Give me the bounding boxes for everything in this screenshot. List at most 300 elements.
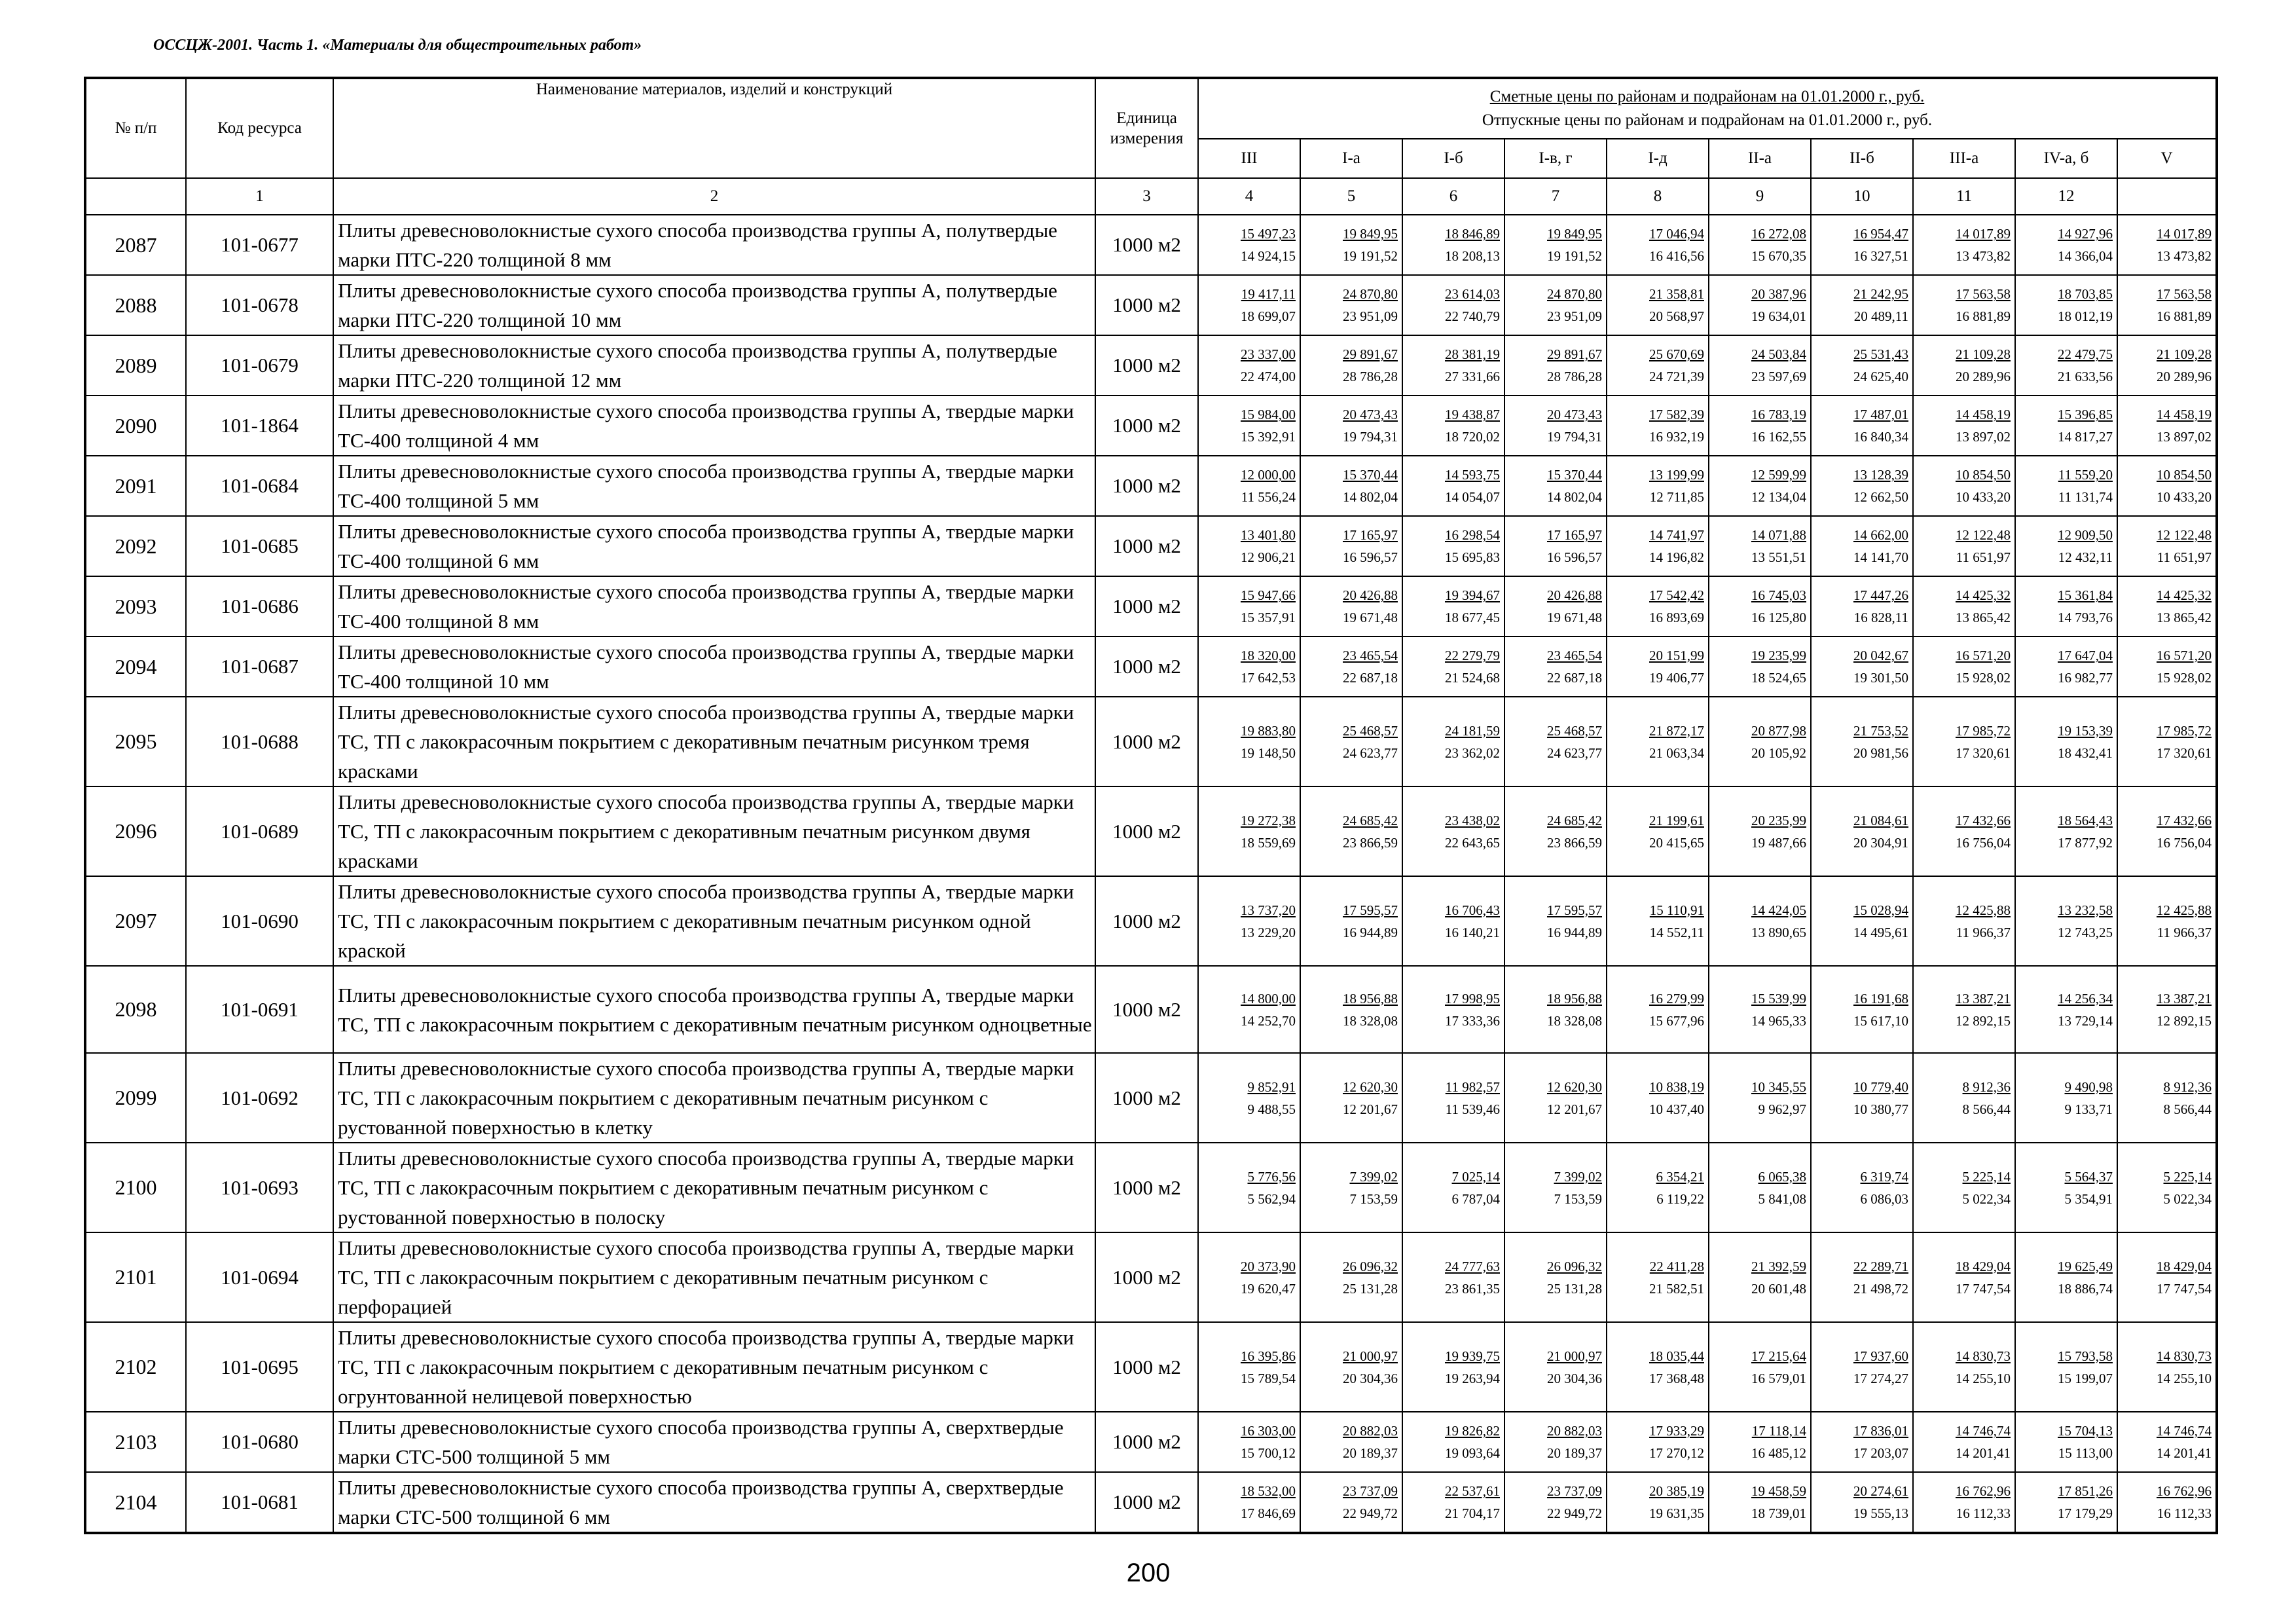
release-price: 6 119,22 [1656, 1190, 1704, 1207]
price-cell [1709, 396, 1811, 456]
header-unit: Единица измерения [1095, 78, 1198, 178]
price-cell [1300, 516, 1402, 576]
release-price: 14 252,70 [1241, 1012, 1296, 1029]
estimate-price: 25 670,69 [1649, 346, 1704, 362]
price-cell [2015, 1472, 2117, 1533]
price-cell [1811, 1232, 1913, 1322]
price-cell [1504, 215, 1607, 275]
release-price: 12 201,67 [1547, 1101, 1602, 1117]
price-cell [1607, 275, 1709, 335]
price-cell [2015, 275, 2117, 335]
price-cell [1198, 576, 1300, 637]
release-price: 16 416,56 [1649, 248, 1704, 264]
estimate-price: 17 487,01 [1853, 407, 1908, 422]
estimate-price: 6 354,21 [1656, 1168, 1704, 1185]
release-price: 13 897,02 [1956, 429, 2011, 445]
release-price: 20 189,37 [1343, 1445, 1398, 1461]
price-cell [1198, 1412, 1300, 1472]
header-name: Наименование материалов, изделий и конструкций [333, 78, 1095, 178]
unit: 1000 м2 [1095, 215, 1198, 275]
estimate-price: 16 395,86 [1241, 1348, 1296, 1364]
release-price: 13 473,82 [2157, 248, 2212, 264]
estimate-price: 20 473,43 [1547, 407, 1602, 422]
release-price: 28 786,28 [1343, 369, 1398, 384]
estimate-price: 10 779,40 [1853, 1079, 1908, 1095]
row-number: 2099 [85, 1053, 186, 1143]
price-cell [1504, 1472, 1607, 1533]
estimate-price: 14 017,89 [2157, 226, 2212, 242]
price-cell [1504, 396, 1607, 456]
estimate-price: 20 473,43 [1343, 407, 1398, 422]
release-price: 7 153,59 [1554, 1190, 1602, 1207]
release-price: 10 433,20 [2157, 489, 2212, 505]
estimate-price: 10 345,55 [1751, 1079, 1806, 1095]
release-price: 14 255,10 [2157, 1370, 2212, 1386]
price-cell [1607, 215, 1709, 275]
estimate-price: 24 503,84 [1751, 346, 1806, 362]
price-cell [2015, 786, 2117, 876]
price-cell [1402, 697, 1504, 786]
price-cell [1198, 1322, 1300, 1412]
header-prices-subtitle: Отпускные цены по районам и подрайонам на 01.01.2000 г., руб. [1482, 111, 1933, 129]
release-price: 11 651,97 [2157, 549, 2212, 565]
estimate-price: 21 242,95 [1853, 286, 1908, 302]
column-number: 9 [1709, 178, 1811, 215]
price-cell [2117, 275, 2217, 335]
price-cell [2117, 335, 2217, 396]
price-cell [1504, 966, 1607, 1053]
estimate-price: 19 458,59 [1751, 1483, 1806, 1499]
estimate-price: 15 704,13 [2058, 1423, 2113, 1439]
estimate-price: 18 956,88 [1547, 990, 1602, 1006]
price-table [84, 77, 2218, 1534]
release-price: 18 012,19 [2058, 308, 2113, 324]
estimate-price: 16 191,68 [1853, 990, 1908, 1006]
estimate-price: 19 153,39 [2058, 722, 2113, 739]
price-cell [1300, 215, 1402, 275]
header-region: IV-а, б [2015, 139, 2117, 178]
price-cell [1913, 516, 2015, 576]
release-price: 17 320,61 [2157, 745, 2212, 761]
resource-code: 101-0689 [186, 786, 333, 876]
release-price: 14 793,76 [2058, 610, 2113, 625]
price-cell [1607, 1053, 1709, 1143]
release-price: 25 131,28 [1547, 1280, 1602, 1297]
resource-code: 101-0686 [186, 576, 333, 637]
estimate-price: 19 849,95 [1547, 226, 1602, 242]
estimate-price: 23 737,09 [1547, 1483, 1602, 1499]
release-price: 11 966,37 [1956, 924, 2011, 940]
release-price: 5 562,94 [1247, 1190, 1296, 1207]
unit: 1000 м2 [1095, 637, 1198, 697]
price-cell [1402, 1412, 1504, 1472]
release-price: 19 620,47 [1241, 1280, 1296, 1297]
price-cell [1300, 697, 1402, 786]
release-price: 19 406,77 [1649, 670, 1704, 686]
estimate-price: 11 982,57 [1445, 1079, 1500, 1095]
estimate-price: 5 225,14 [1962, 1168, 2011, 1185]
release-price: 19 093,64 [1445, 1445, 1500, 1461]
price-cell [1913, 335, 2015, 396]
price-cell [1300, 396, 1402, 456]
material-name: Плиты древесноволокнистые сухого способа производства группы А, твердые марки ТС-400 толщиной 5 мм [333, 456, 1095, 516]
price-cell [2117, 966, 2217, 1053]
estimate-price: 14 425,32 [2157, 587, 2212, 603]
estimate-price: 21 109,28 [2157, 346, 2212, 362]
estimate-price: 20 385,19 [1649, 1483, 1704, 1499]
estimate-price: 21 872,17 [1649, 722, 1704, 739]
release-price: 10 380,77 [1853, 1101, 1908, 1117]
estimate-price: 14 425,32 [1956, 587, 2011, 603]
column-number: 10 [1811, 178, 1913, 215]
estimate-price: 25 531,43 [1853, 346, 1908, 362]
estimate-price: 15 984,00 [1241, 407, 1296, 422]
price-cell [1607, 1412, 1709, 1472]
price-cell [1913, 1232, 2015, 1322]
release-price: 23 951,09 [1343, 308, 1398, 324]
release-price: 9 133,71 [2064, 1101, 2113, 1117]
release-price: 17 203,07 [1853, 1445, 1908, 1461]
release-price: 13 890,65 [1751, 924, 1806, 940]
estimate-price: 18 846,89 [1445, 226, 1500, 242]
estimate-price: 10 854,50 [1956, 467, 2011, 483]
unit: 1000 м2 [1095, 1472, 1198, 1533]
estimate-price: 19 883,80 [1241, 722, 1296, 739]
price-cell [1300, 876, 1402, 966]
estimate-price: 29 891,67 [1343, 346, 1398, 362]
release-price: 20 289,96 [1956, 369, 2011, 384]
estimate-price: 8 912,36 [1962, 1079, 2011, 1095]
release-price: 13 897,02 [2157, 429, 2212, 445]
price-cell [1709, 576, 1811, 637]
estimate-price: 6 319,74 [1860, 1168, 1908, 1185]
release-price: 13 551,51 [1751, 549, 1806, 565]
table-row [85, 576, 2217, 637]
release-price: 15 677,96 [1649, 1012, 1704, 1029]
price-cell [1913, 215, 2015, 275]
release-price: 14 552,11 [1649, 924, 1704, 940]
row-number: 2100 [85, 1143, 186, 1232]
price-cell [1913, 1412, 2015, 1472]
release-price: 13 473,82 [1956, 248, 2011, 264]
release-price: 14 141,70 [1853, 549, 1908, 565]
header-region: I-а [1300, 139, 1402, 178]
estimate-price: 14 746,74 [2157, 1423, 2212, 1439]
price-cell [1300, 1143, 1402, 1232]
release-price: 8 566,44 [2163, 1101, 2212, 1117]
price-cell [1402, 1322, 1504, 1412]
price-cell [1811, 1412, 1913, 1472]
estimate-price: 20 274,61 [1853, 1483, 1908, 1499]
estimate-price: 5 776,56 [1247, 1168, 1296, 1185]
estimate-price: 22 411,28 [1649, 1258, 1704, 1274]
estimate-price: 11 559,20 [2058, 467, 2113, 483]
price-cell [1811, 456, 1913, 516]
estimate-price: 12 909,50 [2058, 527, 2113, 543]
price-cell [1913, 576, 2015, 637]
estimate-price: 7 399,02 [1349, 1168, 1398, 1185]
release-price: 16 982,77 [2058, 670, 2113, 686]
material-name: Плиты древесноволокнистые сухого способа производства группы А, сверхтвердые марки СТС-500 толщиной 5 мм [333, 1412, 1095, 1472]
estimate-price: 8 912,36 [2163, 1079, 2212, 1095]
material-name: Плиты древесноволокнистые сухого способа производства группы А, твердые марки ТС, ТП с лакокрасочным покрытием с декоративным печатным рисунком одноцветные [333, 966, 1095, 1053]
estimate-price: 19 438,87 [1445, 407, 1500, 422]
estimate-price: 16 298,54 [1445, 527, 1500, 543]
release-price: 22 643,65 [1445, 834, 1500, 851]
price-cell [1300, 1232, 1402, 1322]
estimate-price: 12 620,30 [1547, 1079, 1602, 1095]
price-cell [1198, 786, 1300, 876]
release-price: 19 301,50 [1853, 670, 1908, 686]
release-price: 13 229,20 [1241, 924, 1296, 940]
price-cell [1709, 275, 1811, 335]
estimate-price: 21 199,61 [1649, 812, 1704, 828]
release-price: 19 191,52 [1547, 248, 1602, 264]
price-cell [1198, 275, 1300, 335]
release-price: 6 086,03 [1860, 1190, 1908, 1207]
release-price: 23 866,59 [1343, 834, 1398, 851]
price-cell [1709, 1053, 1811, 1143]
estimate-price: 23 737,09 [1343, 1483, 1398, 1499]
release-price: 13 729,14 [2058, 1012, 2113, 1029]
estimate-price: 12 122,48 [1956, 527, 2011, 543]
resource-code: 101-0687 [186, 637, 333, 697]
unit: 1000 м2 [1095, 516, 1198, 576]
release-price: 22 474,00 [1241, 369, 1296, 384]
release-price: 16 112,33 [2157, 1505, 2212, 1521]
release-price: 20 304,91 [1853, 834, 1908, 851]
price-cell [1300, 1322, 1402, 1412]
release-price: 14 495,61 [1853, 924, 1908, 940]
release-price: 6 787,04 [1451, 1190, 1500, 1207]
release-price: 16 112,33 [1956, 1505, 2011, 1521]
estimate-price: 16 571,20 [2157, 648, 2212, 663]
estimate-price: 16 279,99 [1649, 990, 1704, 1006]
price-cell [1913, 275, 2015, 335]
estimate-price: 24 870,80 [1343, 286, 1398, 302]
price-cell [2015, 1412, 2117, 1472]
row-number: 2089 [85, 335, 186, 396]
price-cell [2117, 1412, 2217, 1472]
estimate-price: 17 937,60 [1853, 1348, 1908, 1364]
release-price: 9 488,55 [1247, 1101, 1296, 1117]
estimate-price: 17 595,57 [1547, 902, 1602, 918]
release-price: 16 893,69 [1649, 610, 1704, 625]
table-row [85, 1322, 2217, 1412]
material-name: Плиты древесноволокнистые сухого способа производства группы А, полутвердые марки ПТС-220 толщиной 8 мм [333, 215, 1095, 275]
release-price: 18 739,01 [1751, 1505, 1806, 1521]
release-price: 5 841,08 [1758, 1190, 1806, 1207]
price-cell [1198, 516, 1300, 576]
release-price: 15 695,83 [1445, 549, 1500, 565]
release-price: 22 687,18 [1343, 670, 1398, 686]
price-cell [1198, 966, 1300, 1053]
price-cell [1709, 966, 1811, 1053]
header-num: № п/п [85, 78, 186, 178]
price-cell [2117, 1232, 2217, 1322]
price-cell [2117, 1143, 2217, 1232]
estimate-price: 13 199,99 [1649, 467, 1704, 483]
estimate-price: 10 854,50 [2157, 467, 2212, 483]
release-price: 20 568,97 [1649, 308, 1704, 324]
estimate-price: 14 830,73 [2157, 1348, 2212, 1364]
estimate-price: 12 122,48 [2157, 527, 2212, 543]
column-number: 8 [1607, 178, 1709, 215]
estimate-price: 24 777,63 [1445, 1258, 1500, 1274]
estimate-price: 26 096,32 [1547, 1258, 1602, 1274]
price-cell [2015, 456, 2117, 516]
header-region: II-а [1709, 139, 1811, 178]
row-number: 2090 [85, 396, 186, 456]
release-price: 20 489,11 [1853, 308, 1908, 324]
estimate-price: 23 438,02 [1445, 812, 1500, 828]
price-cell [1811, 637, 1913, 697]
estimate-price: 17 595,57 [1343, 902, 1398, 918]
price-cell [1300, 335, 1402, 396]
release-price: 16 756,04 [2157, 834, 2212, 851]
resource-code: 101-0694 [186, 1232, 333, 1322]
estimate-price: 14 256,34 [2058, 990, 2113, 1006]
price-cell [2117, 697, 2217, 786]
price-cell [2117, 215, 2217, 275]
unit: 1000 м2 [1095, 1053, 1198, 1143]
unit: 1000 м2 [1095, 1232, 1198, 1322]
table-row [85, 786, 2217, 876]
price-cell [1300, 966, 1402, 1053]
estimate-price: 16 762,96 [2157, 1483, 2212, 1499]
price-cell [1402, 1143, 1504, 1232]
price-cell [2117, 1053, 2217, 1143]
release-price: 22 949,72 [1343, 1505, 1398, 1521]
release-price: 16 327,51 [1853, 248, 1908, 264]
column-number: 12 [2015, 178, 2117, 215]
release-price: 14 366,04 [2058, 248, 2113, 264]
price-cell [2117, 456, 2217, 516]
price-cell [1402, 637, 1504, 697]
estimate-price: 18 532,00 [1241, 1483, 1296, 1499]
estimate-price: 16 272,08 [1751, 226, 1806, 242]
release-price: 16 485,12 [1751, 1445, 1806, 1461]
unit: 1000 м2 [1095, 876, 1198, 966]
price-cell [1300, 786, 1402, 876]
price-cell [1402, 1232, 1504, 1322]
release-price: 24 625,40 [1853, 369, 1908, 384]
price-cell [1913, 1053, 2015, 1143]
estimate-price: 17 046,94 [1649, 226, 1704, 242]
price-cell [1607, 1232, 1709, 1322]
header-region: I-б [1402, 139, 1504, 178]
estimate-price: 17 851,26 [2058, 1483, 2113, 1499]
row-number: 2087 [85, 215, 186, 275]
release-price: 19 148,50 [1241, 745, 1296, 761]
release-price: 23 951,09 [1547, 308, 1602, 324]
estimate-price: 17 432,66 [1956, 812, 2011, 828]
release-price: 23 866,59 [1547, 834, 1602, 851]
resource-code: 101-0678 [186, 275, 333, 335]
release-price: 9 962,97 [1758, 1101, 1806, 1117]
price-cell [2015, 1143, 2117, 1232]
price-cell [1709, 215, 1811, 275]
release-price: 16 579,01 [1751, 1370, 1806, 1386]
price-cell [1300, 275, 1402, 335]
table-row [85, 637, 2217, 697]
estimate-price: 7 399,02 [1554, 1168, 1602, 1185]
release-price: 14 196,82 [1649, 549, 1704, 565]
price-cell [1913, 1143, 2015, 1232]
price-cell [1709, 1412, 1811, 1472]
price-cell [2117, 576, 2217, 637]
release-price: 15 789,54 [1241, 1370, 1296, 1386]
estimate-price: 15 793,58 [2058, 1348, 2113, 1364]
row-number: 2095 [85, 697, 186, 786]
release-price: 18 328,08 [1547, 1012, 1602, 1029]
release-price: 22 949,72 [1547, 1505, 1602, 1521]
price-cell [1198, 876, 1300, 966]
release-price: 20 304,36 [1547, 1370, 1602, 1386]
price-cell [2015, 335, 2117, 396]
release-price: 14 965,33 [1751, 1012, 1806, 1029]
unit: 1000 м2 [1095, 1412, 1198, 1472]
material-name: Плиты древесноволокнистые сухого способа производства группы А, твердые марки ТС-400 толщиной 6 мм [333, 516, 1095, 576]
material-name: Плиты древесноволокнистые сухого способа производства группы А, твердые марки ТС-400 толщиной 8 мм [333, 576, 1095, 637]
price-cell [1198, 1143, 1300, 1232]
row-number: 2097 [85, 876, 186, 966]
material-name: Плиты древесноволокнистые сухого способа производства группы А, твердые марки ТС, ТП с лакокрасочным покрытием с декоративным печатным рисунком с рустованной поверхностью в полоску [333, 1143, 1095, 1232]
price-cell [1607, 456, 1709, 516]
release-price: 12 201,67 [1343, 1101, 1398, 1117]
release-price: 15 700,12 [1241, 1445, 1296, 1461]
price-cell [1913, 396, 2015, 456]
estimate-price: 25 468,57 [1547, 722, 1602, 739]
unit: 1000 м2 [1095, 275, 1198, 335]
price-cell [1607, 576, 1709, 637]
estimate-price: 17 647,04 [2058, 648, 2113, 663]
release-price: 17 642,53 [1241, 670, 1296, 686]
header-region: III-а [1913, 139, 2015, 178]
release-price: 20 289,96 [2157, 369, 2212, 384]
release-price: 18 208,13 [1445, 248, 1500, 264]
estimate-price: 23 614,03 [1445, 286, 1500, 302]
release-price: 19 487,66 [1751, 834, 1806, 851]
estimate-price: 14 593,75 [1445, 467, 1500, 483]
column-number: 7 [1504, 178, 1607, 215]
release-price: 16 140,21 [1445, 924, 1500, 940]
release-price: 25 131,28 [1343, 1280, 1398, 1297]
estimate-price: 14 927,96 [2058, 226, 2113, 242]
release-price: 16 756,04 [1956, 834, 2011, 851]
price-cell [1402, 275, 1504, 335]
header-region: I-в, г [1504, 139, 1607, 178]
release-price: 13 865,42 [2157, 610, 2212, 625]
estimate-price: 14 458,19 [2157, 407, 2212, 422]
header-region: I-д [1607, 139, 1709, 178]
price-cell [2015, 396, 2117, 456]
estimate-price: 17 215,64 [1751, 1348, 1806, 1364]
price-cell [2015, 1322, 2117, 1412]
price-cell [1811, 697, 1913, 786]
release-price: 15 670,35 [1751, 248, 1806, 264]
release-price: 11 539,46 [1445, 1101, 1500, 1117]
row-number: 2104 [85, 1472, 186, 1533]
resource-code: 101-0679 [186, 335, 333, 396]
estimate-price: 21 392,59 [1751, 1258, 1806, 1274]
release-price: 13 865,42 [1956, 610, 2011, 625]
price-cell [1607, 637, 1709, 697]
release-price: 10 437,40 [1649, 1101, 1704, 1117]
price-cell [1198, 1472, 1300, 1533]
price-cell [1504, 335, 1607, 396]
release-price: 16 840,34 [1853, 429, 1908, 445]
